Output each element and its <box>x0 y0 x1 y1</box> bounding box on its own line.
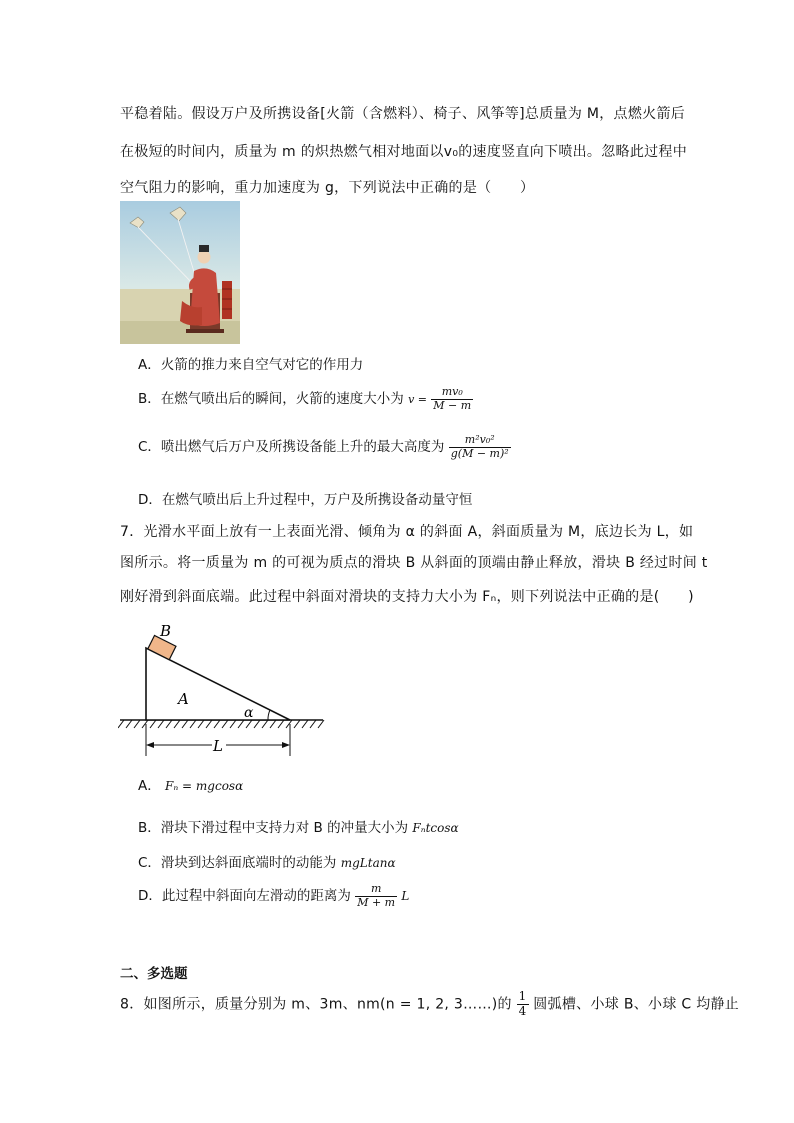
q7-option-b <box>138 816 459 836</box>
q6-option-b-denominator: M − m <box>433 398 472 412</box>
q6-text-line-2: 在极短的时间内，质量为 m 的炽热燃气相对地面以v₀的速度竖直向下喷出。忽略此过程中 <box>120 144 688 160</box>
q6-option-b <box>138 386 473 412</box>
q6-option-b-text: B．在燃气喷出后的瞬间，火箭的速度大小为 <box>138 391 404 408</box>
label-a: A <box>178 690 189 708</box>
q7-option-c-text: C．滑块到达斜面底端时的动能为 <box>138 855 337 871</box>
q7-option-a-prefix: A． <box>138 778 161 794</box>
label-alpha: α <box>244 705 254 721</box>
q7-option-b-text: B．滑块下滑过程中支持力对 B 的冲量大小为 <box>138 820 409 836</box>
q8-fraction-denominator: 4 <box>518 1003 527 1018</box>
label-l: L <box>213 737 223 755</box>
q7-option-d-tail: L <box>401 889 410 904</box>
section-heading: 二、多选题 <box>120 966 188 982</box>
q8-quarter-fraction <box>517 990 529 1019</box>
q8-text-b: 圆弧槽、小球 B、小球 C 均静止 <box>533 996 740 1013</box>
q7-option-d-numerator: m <box>355 883 397 897</box>
q7-text-line-3: 刚好滑到斜面底端。此过程中斜面对滑块的支持力大小为 Fₙ，则下列说法中正确的是( ) <box>120 589 694 605</box>
q6-option-c-fraction <box>449 434 511 460</box>
q7-option-d-fraction <box>355 883 397 909</box>
q7-option-a-formula: Fₙ = mgcosα <box>165 779 244 793</box>
q6-text-line-1: 平稳着陆。假设万户及所携设备[火箭（含燃料）、椅子、风筝等]总质量为 M，点燃火箭后 <box>120 106 686 122</box>
q7-text-line-1: 7．光滑水平面上放有一上表面光滑、倾角为 α 的斜面 A，斜面质量为 M，底边长为 L，如 <box>120 524 694 540</box>
wanhu-rocket-chair-illustration <box>120 201 240 344</box>
q6-option-c <box>138 434 511 460</box>
q6-option-c-numerator: m²v₀² <box>449 434 511 448</box>
q7-option-b-formula: Fₙtcosα <box>412 821 459 835</box>
q6-option-c-denominator: g(M − m)² <box>450 446 509 460</box>
q7-option-d-denominator: M + m <box>357 895 396 909</box>
q6-option-b-numerator: mv₀ <box>431 386 473 400</box>
q6-option-b-fraction <box>431 386 473 412</box>
q7-option-a <box>138 774 243 794</box>
q6-option-c-text: C．喷出燃气后万户及所携设备能上升的最大高度为 <box>138 439 445 456</box>
q8-fraction-numerator: 1 <box>518 989 527 1003</box>
q6-option-d: D．在燃气喷出后上升过程中，万户及所携设备动量守恒 <box>138 492 473 508</box>
q6-option-a: A．火箭的推力来自空气对它的作用力 <box>138 357 364 373</box>
q8-text-line-1 <box>120 990 739 1019</box>
q7-option-c-formula: mgLtanα <box>340 856 396 870</box>
label-b: B <box>160 622 172 640</box>
q7-option-c <box>138 851 396 871</box>
q6-text-line-3: 空气阻力的影响，重力加速度为 g，下列说法中正确的是（ ） <box>120 180 535 196</box>
q6-option-b-lhs: v = <box>408 393 427 407</box>
incline-diagram <box>118 618 333 760</box>
q7-option-d-text: D．此过程中斜面向左滑动的距离为 <box>138 888 351 905</box>
q7-text-line-2: 图所示。将一质量为 m 的可视为质点的滑块 B 从斜面的顶端由静止释放，滑块 B 经过时间 t <box>120 555 708 571</box>
q7-option-d <box>138 883 409 909</box>
q8-text-a: 8．如图所示，质量分别为 m、3m、nm(n = 1, 2, 3……)的 <box>120 996 512 1013</box>
